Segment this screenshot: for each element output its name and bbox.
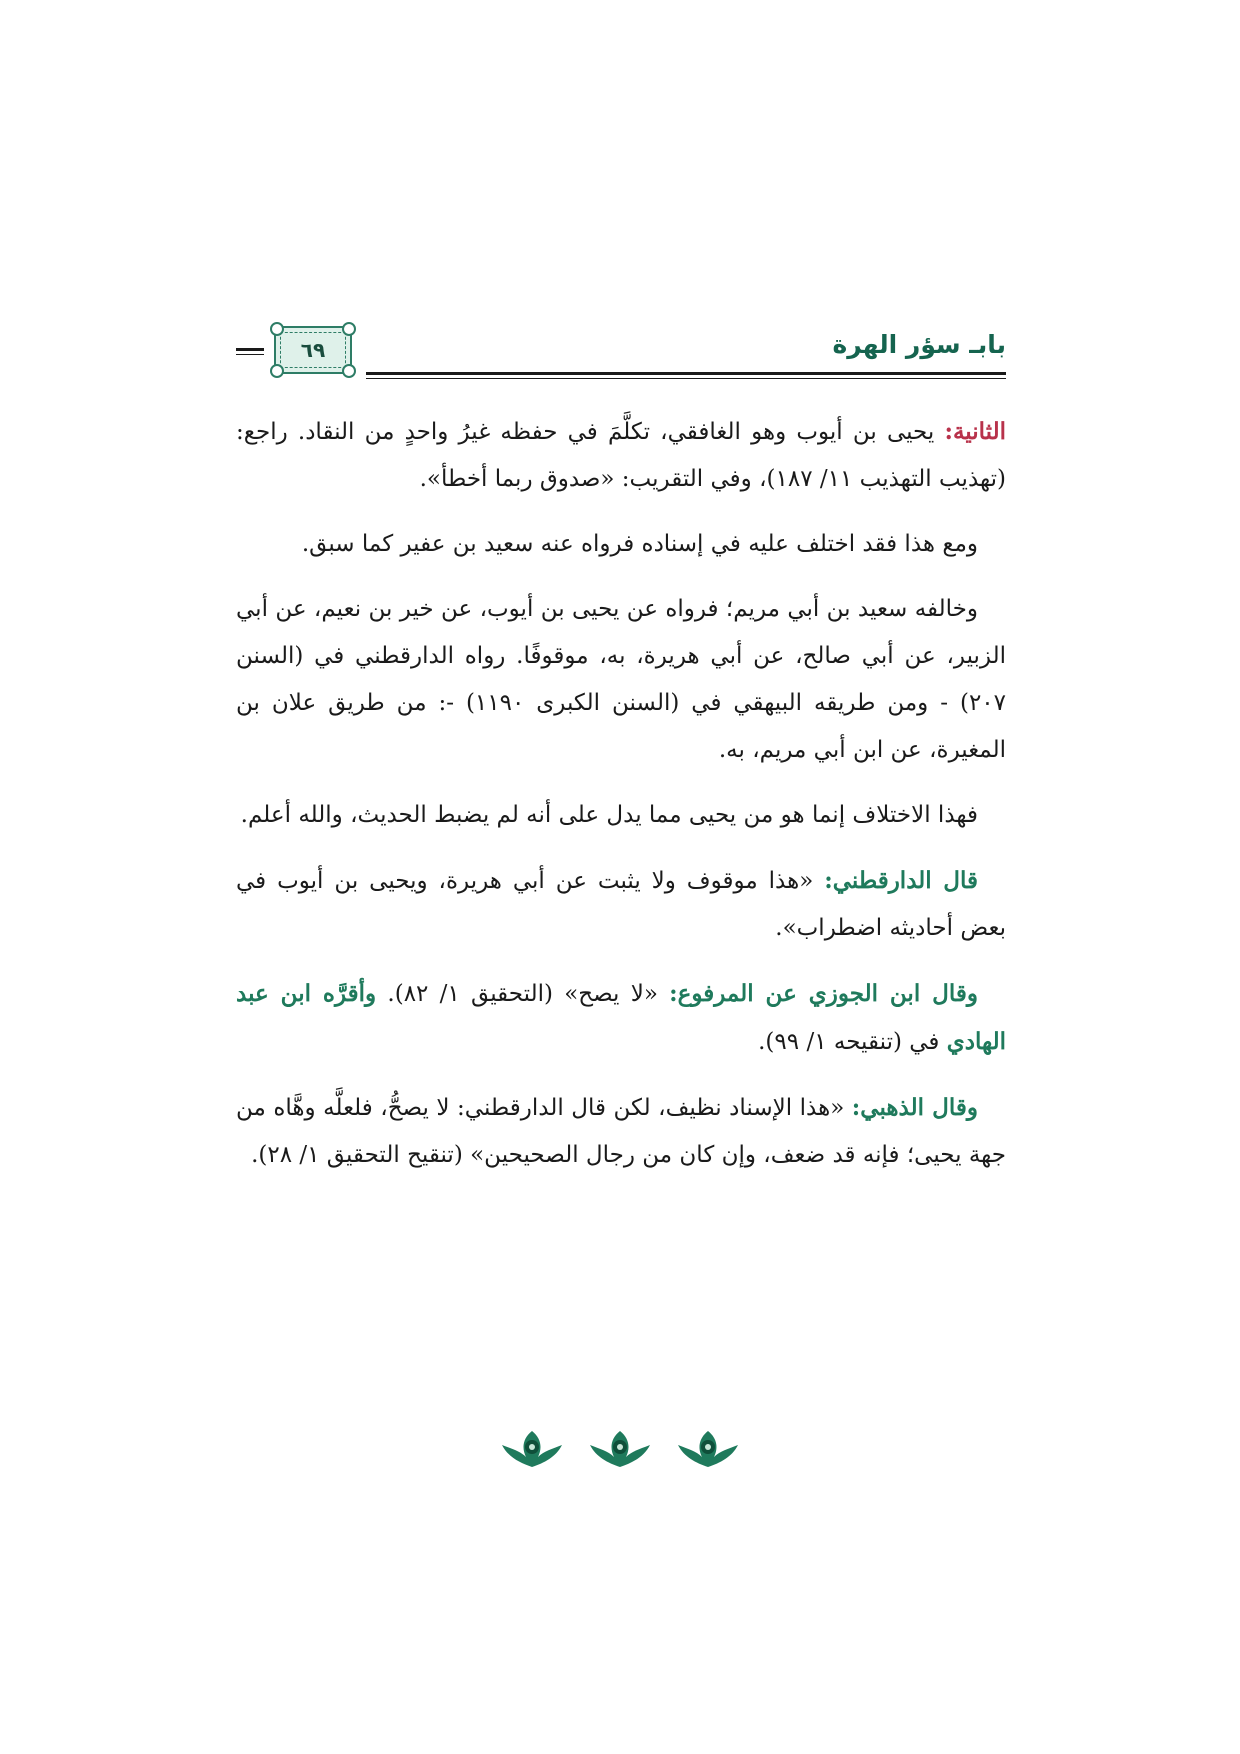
paragraph-7 [236,1084,1006,1179]
floral-ornament-icon [588,1427,652,1471]
page-header [236,318,1006,376]
paragraph-1-text: يحيى بن أيوب وهو الغافقي، تكلَّمَ في حفظه غيرُ واحدٍ من النقاد. راجع: (تهذيب التهذيب ١١/ ١٨٧)، وفي التقريب: «صدوق ربما أخطأ». [236,419,1006,492]
paragraph-5-text: «هذا موقوف ولا يثبت عن أبي هريرة، ويحيى بن أيوب في بعض أحاديثه اضطراب». [236,868,1006,941]
paragraph-3-text: وخالفه سعيد بن أبي مريم؛ فرواه عن يحيى بن أيوب، عن خير بن نعيم، عن أبي الزبير، عن أبي صالح، عن أبي هريرة، به، موقوفًا. رواه الدارقطني في (السنن ٢٠٧) - ومن طريقه البيهقي في (السنن الكبرى ١١٩٠) -: من طريق علان بن المغيرة، عن ابن أبي مريم، به. [236,596,1006,763]
paragraph-6-text: «لا يصح» (التحقيق ١/ ٨٢). [376,981,670,1007]
paragraph-7-text: «هذا الإسناد نظيف، لكن قال الدارقطني: لا يصحُّ، فلعلَّه وهَّاه من جهة يحيى؛ فإنه قد ضعف، وإن كان من رجال الصحيحين» (تنقيح التحقيق ١/ ٢٨). [236,1095,1006,1168]
page-body [236,408,1006,1197]
paragraph-7-lead: وقال الذهبي: [851,1094,979,1121]
end-ornaments [500,1424,740,1474]
floral-ornament-icon [500,1427,564,1471]
paragraph-5-lead: قال الدارقطني: [824,867,978,894]
paragraph-1 [236,408,1006,503]
paragraph-4-text: فهذا الاختلاف إنما هو من يحيى مما يدل على أنه لم يضبط الحديث، والله أعلم. [240,802,978,828]
page-number-badge [274,326,352,374]
chapter-title: بابـ سؤر الهرة [832,330,1006,359]
floral-ornament-icon [676,1427,740,1471]
paragraph-6 [236,970,1006,1066]
header-rule-left-top [236,348,264,351]
paragraph-6-text2: في (تنقيحه ١/ ٩٩). [758,1029,947,1055]
header-rule-left-bottom [236,354,264,355]
paragraph-2 [236,521,1006,568]
paragraph-6-lead2: وأقرَّه ابن عبد الهادي [236,980,1006,1055]
paragraph-6-lead: وقال ابن الجوزي عن المرفوع: [669,980,978,1007]
header-rule-right-bottom [366,378,1006,379]
paragraph-5 [236,857,1006,952]
page-number: ٦٩ [300,338,326,362]
paragraph-3 [236,586,1006,774]
paragraph-4 [236,792,1006,839]
paragraph-1-lead: الثانية: [944,418,1006,445]
paragraph-2-text: ومع هذا فقد اختلف عليه في إسناده فرواه عنه سعيد بن عفير كما سبق. [301,531,978,557]
header-rule-right-top [366,372,1006,375]
